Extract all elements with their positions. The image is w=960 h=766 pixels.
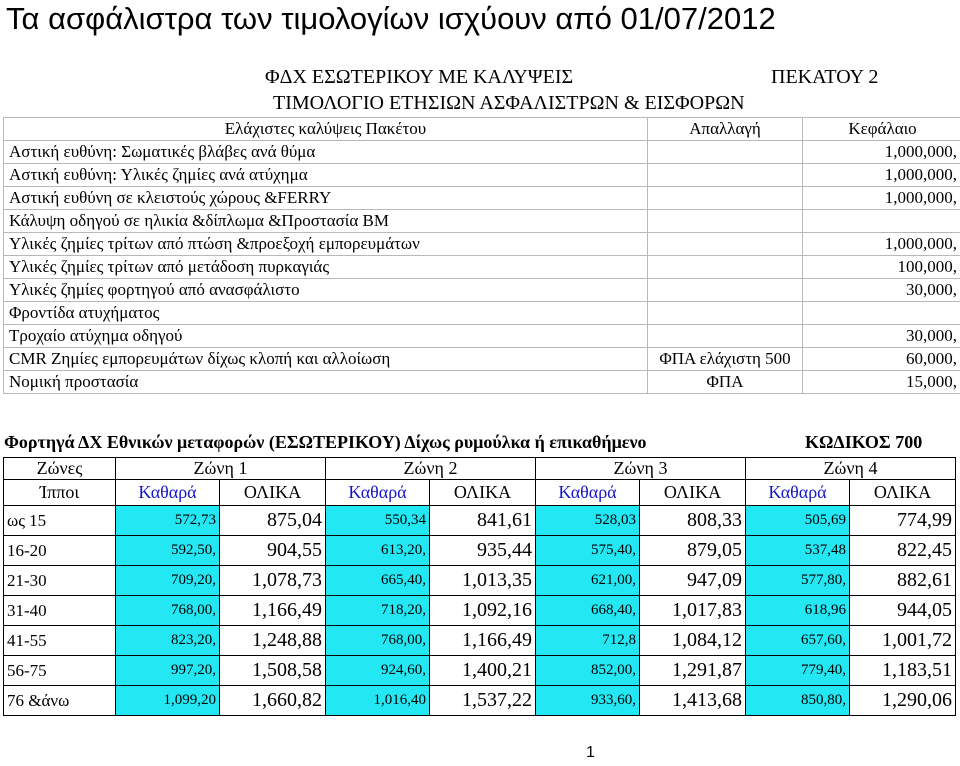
price-row [4, 626, 956, 656]
net-price: 550,34 [326, 506, 430, 536]
total-price: 944,05 [850, 596, 956, 626]
total-price: 879,05 [640, 536, 746, 566]
total-price: 875,04 [220, 506, 326, 536]
coverage-cell: 60,000, [803, 348, 960, 371]
net-price: 618,96 [746, 596, 850, 626]
net-price: 712,8 [536, 626, 640, 656]
total-price: 1,183,51 [850, 656, 956, 686]
coverage-row [4, 164, 960, 187]
hp-range: 21-30 [4, 566, 116, 596]
coverage-cell: CMR Ζημίες εμπορευμάτων δίχως κλοπή και αλλοίωση [4, 348, 648, 371]
coverage-row [4, 210, 960, 233]
total-price: 774,99 [850, 506, 956, 536]
net-price: 577,80, [746, 566, 850, 596]
net-price: 997,20, [116, 656, 220, 686]
total-price: 1,166,49 [430, 626, 536, 656]
coverage-cell: Υλικές ζημίες φορτηγού από ανασφάλιστο [4, 279, 648, 302]
hp-range: 76 &άνω [4, 686, 116, 716]
hp-label: Ίπποι [4, 480, 116, 506]
total-price: 1,017,83 [640, 596, 746, 626]
coverage-cell: 15,000, [803, 371, 960, 394]
net-header: Καθαρά [326, 480, 430, 506]
coverage-cell: Νομική προστασία [4, 371, 648, 394]
coverage-row [4, 233, 960, 256]
total-header: ΟΛΙΚΑ [220, 480, 326, 506]
net-price: 850,80, [746, 686, 850, 716]
total-price: 1,084,12 [640, 626, 746, 656]
coverage-header-row [4, 118, 960, 141]
coverage-cell [648, 164, 803, 187]
coverage-cell: Αστική ευθύνη: Υλικές ζημίες ανά ατύχημα [4, 164, 648, 187]
total-price: 935,44 [430, 536, 536, 566]
coverage-cell: 1,000,000, [803, 233, 960, 256]
net-price: 768,00, [326, 626, 430, 656]
coverage-header-cell: Κεφάλαιο [803, 118, 960, 141]
total-price: 1,078,73 [220, 566, 326, 596]
net-price: 505,69 [746, 506, 850, 536]
coverage-cell: Υλικές ζημίες τρίτων από μετάδοση πυρκαγιάς [4, 256, 648, 279]
net-price: 537,48 [746, 536, 850, 566]
price-row [4, 506, 956, 536]
hp-range: 16-20 [4, 536, 116, 566]
section-title: Φορτηγά ΔΧ Εθνικών μεταφορών (ΕΣΩΤΕΡΙΚΟΥ) Δίχως ρυμούλκα ή επικαθήμενο [4, 432, 647, 452]
coverage-row [4, 279, 960, 302]
total-price: 1,291,87 [640, 656, 746, 686]
total-price: 904,55 [220, 536, 326, 566]
total-price: 1,092,16 [430, 596, 536, 626]
coverage-cell [648, 279, 803, 302]
zone-header: Ζώνη 3 [536, 458, 746, 480]
coverage-cell: 30,000, [803, 325, 960, 348]
total-price: 1,508,58 [220, 656, 326, 686]
zones-label: Ζώνες [4, 458, 116, 480]
net-price: 709,20, [116, 566, 220, 596]
price-row [4, 686, 956, 716]
coverage-cell: ΦΠΑ [648, 371, 803, 394]
header-line1-right: ΠΕΚΑΤΟΥ 2 [771, 66, 879, 88]
price-row [4, 566, 956, 596]
total-price: 1,166,49 [220, 596, 326, 626]
coverage-cell: Αστική ευθύνη: Σωματικές βλάβες ανά θύμα [4, 141, 648, 164]
section-code: ΚΩΔΙΚΟΣ 700 [805, 432, 923, 452]
net-price: 668,40, [536, 596, 640, 626]
coverage-row [4, 302, 960, 325]
total-price: 1,413,68 [640, 686, 746, 716]
total-price: 1,001,72 [850, 626, 956, 656]
net-price: 779,40, [746, 656, 850, 686]
coverage-cell [648, 256, 803, 279]
total-price: 1,248,88 [220, 626, 326, 656]
coverage-cell [648, 302, 803, 325]
coverage-cell: Κάλυψη οδηγού σε ηλικία &δίπλωμα &Προστασία ΒΜ [4, 210, 648, 233]
total-price: 947,09 [640, 566, 746, 596]
coverage-cell: 30,000, [803, 279, 960, 302]
net-price: 933,60, [536, 686, 640, 716]
header-line2: ΤΙΜΟΛΟΓΙΟ ΕΤΗΣΙΩΝ ΑΣΦΑΛΙΣΤΡΩΝ & ΕΙΣΦΟΡΩΝ [273, 92, 745, 114]
column-header-row [4, 480, 956, 506]
net-price: 528,03 [536, 506, 640, 536]
coverage-cell [803, 302, 960, 325]
hp-range: 41-55 [4, 626, 116, 656]
total-price: 1,400,21 [430, 656, 536, 686]
page-number: 1 [586, 744, 595, 761]
coverage-cell: 100,000, [803, 256, 960, 279]
net-price: 852,00, [536, 656, 640, 686]
net-price: 768,00, [116, 596, 220, 626]
coverage-header-cell: Απαλλαγή [648, 118, 803, 141]
net-price: 1,016,40 [326, 686, 430, 716]
price-row [4, 656, 956, 686]
zone-header: Ζώνη 4 [746, 458, 956, 480]
total-header: ΟΛΙΚΑ [850, 480, 956, 506]
coverage-cell: Φροντίδα ατυχήματος [4, 302, 648, 325]
hp-range: ως 15 [4, 506, 116, 536]
total-price: 882,61 [850, 566, 956, 596]
net-price: 572,73 [116, 506, 220, 536]
coverage-row [4, 141, 960, 164]
total-price: 1,660,82 [220, 686, 326, 716]
page-title: Τα ασφάλιστρα των τιμολογίων ισχύουν από 01/07/2012 [6, 1, 776, 36]
coverage-cell: Τροχαίο ατύχημα οδηγού [4, 325, 648, 348]
hp-range: 31-40 [4, 596, 116, 626]
net-price: 621,00, [536, 566, 640, 596]
net-price: 613,20, [326, 536, 430, 566]
coverage-table [3, 117, 960, 394]
coverage-cell: 1,000,000, [803, 187, 960, 210]
coverage-row [4, 371, 960, 394]
net-header: Καθαρά [746, 480, 850, 506]
coverage-row [4, 256, 960, 279]
coverage-cell [803, 210, 960, 233]
coverage-row [4, 325, 960, 348]
net-price: 924,60, [326, 656, 430, 686]
net-header: Καθαρά [116, 480, 220, 506]
header-line1-left: ΦΔΧ ΕΣΩΤΕΡΙΚΟΥ ΜΕ ΚΑΛΥΨΕΙΣ [265, 66, 574, 88]
total-price: 1,013,35 [430, 566, 536, 596]
net-price: 592,50, [116, 536, 220, 566]
total-price: 808,33 [640, 506, 746, 536]
price-row [4, 596, 956, 626]
total-header: ΟΛΙΚΑ [430, 480, 536, 506]
coverage-cell [648, 187, 803, 210]
net-price: 1,099,20 [116, 686, 220, 716]
coverage-cell: 1,000,000, [803, 141, 960, 164]
price-table [3, 457, 956, 716]
net-header: Καθαρά [536, 480, 640, 506]
net-price: 665,40, [326, 566, 430, 596]
net-price: 575,40, [536, 536, 640, 566]
zone-header: Ζώνη 2 [326, 458, 536, 480]
total-header: ΟΛΙΚΑ [640, 480, 746, 506]
coverage-row [4, 187, 960, 210]
coverage-cell [648, 325, 803, 348]
total-price: 1,290,06 [850, 686, 956, 716]
zone-header: Ζώνη 1 [116, 458, 326, 480]
net-price: 657,60, [746, 626, 850, 656]
hp-range: 56-75 [4, 656, 116, 686]
total-price: 841,61 [430, 506, 536, 536]
coverage-cell [648, 141, 803, 164]
total-price: 1,537,22 [430, 686, 536, 716]
net-price: 718,20, [326, 596, 430, 626]
coverage-cell [648, 210, 803, 233]
coverage-cell: ΦΠΑ ελάχιστη 500 [648, 348, 803, 371]
coverage-cell: 1,000,000, [803, 164, 960, 187]
zones-row [4, 458, 956, 480]
coverage-row [4, 348, 960, 371]
coverage-cell [648, 233, 803, 256]
net-price: 823,20, [116, 626, 220, 656]
coverage-header-cell: Ελάχιστες καλύψεις Πακέτου [4, 118, 648, 141]
price-row [4, 536, 956, 566]
total-price: 822,45 [850, 536, 956, 566]
coverage-cell: Αστική ευθύνη σε κλειστούς χώρους &FERRY [4, 187, 648, 210]
coverage-cell: Υλικές ζημίες τρίτων από πτώση &προεξοχή εμπορευμάτων [4, 233, 648, 256]
